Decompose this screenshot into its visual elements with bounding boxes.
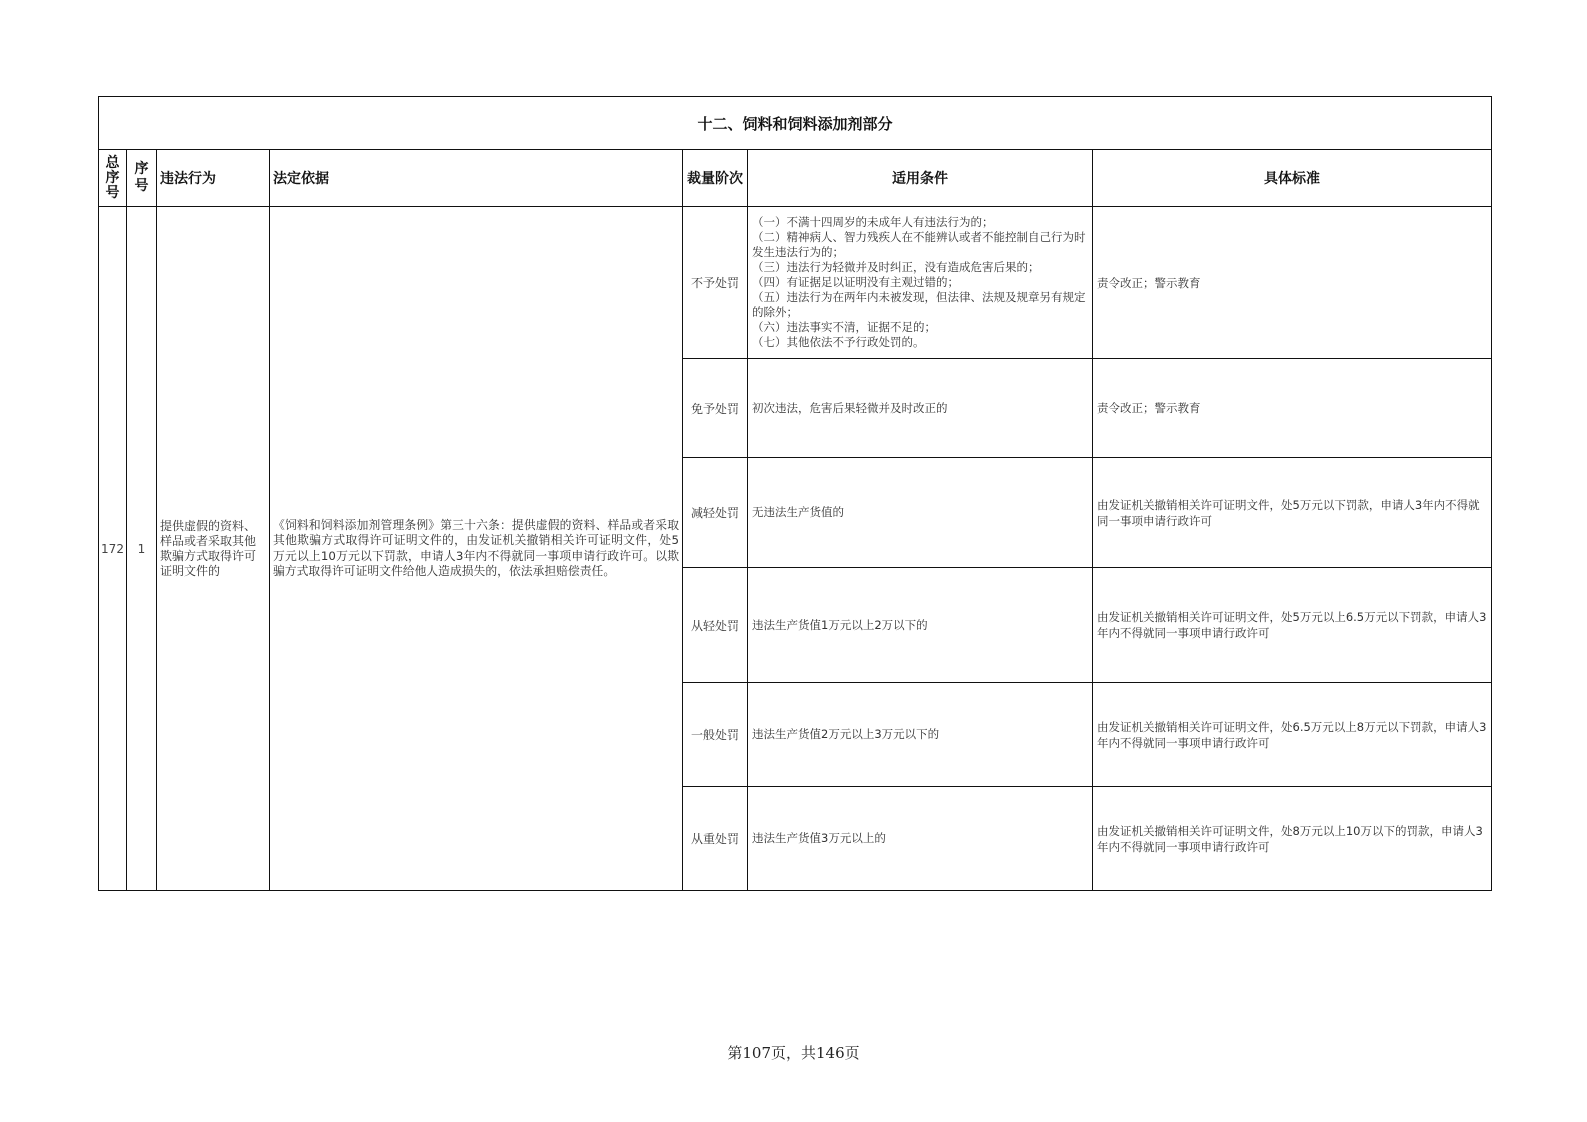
seq-no-cell: 1	[127, 207, 157, 891]
legal-basis-cell: 《饲料和饲料添加剂管理条例》第三十六条：提供虚假的资料、样品或者采取其他欺骗方式取得许可证明文件的，由发证机关撤销相关许可证明文件，处5万元以上10万元以下罚款，申请人3年内不得就同一事项申请行政许可。以欺骗方式取得许可证明文件给他人造成损失的，依法承担赔偿责任。	[270, 207, 683, 891]
violation-cell: 提供虚假的资料、样品或者采取其他欺骗方式取得许可证明文件的	[157, 207, 270, 891]
condition-cell: 违法生产货值3万元以上的	[748, 787, 1093, 891]
level-cell: 不予处罚	[683, 207, 748, 359]
header-seq-no-char: 号	[134, 178, 149, 194]
condition-item: （一）不满十四周岁的未成年人有违法行为的；	[752, 215, 994, 229]
condition-item: （三）违法行为轻微并及时纠正，没有造成危害后果的；	[752, 260, 1040, 274]
standard-cell: 责令改正；警示教育	[1093, 359, 1492, 458]
header-standard: 具体标准	[1093, 150, 1492, 207]
condition-cell	[748, 207, 1093, 359]
level-cell: 从轻处罚	[683, 568, 748, 683]
header-level: 裁量阶次	[683, 150, 748, 207]
header-seq-no	[127, 150, 157, 207]
level-cell: 减轻处罚	[683, 458, 748, 568]
penalty-standard-table	[98, 96, 1492, 891]
header-total-no-char: 序	[105, 169, 120, 186]
condition-cell: 违法生产货值1万元以上2万以下的	[748, 568, 1093, 683]
condition-item: （二）精神病人、智力残疾人在不能辨认或者不能控制自己行为时发生违法行为的；	[752, 230, 1086, 259]
header-violation: 违法行为	[157, 150, 270, 207]
header-total-no-char: 号	[105, 184, 120, 201]
section-title-row	[99, 97, 1492, 150]
condition-cell: 违法生产货值2万元以上3万元以下的	[748, 683, 1093, 787]
standard-cell: 由发证机关撤销相关许可证明文件，处6.5万元以上8万元以下罚款，申请人3年内不得就同一事项申请行政许可	[1093, 683, 1492, 787]
condition-cell: 初次违法，危害后果轻微并及时改正的	[748, 359, 1093, 458]
section-title: 十二、饲料和饲料添加剂部分	[99, 97, 1492, 150]
header-condition: 适用条件	[748, 150, 1093, 207]
page-footer: 第107页，共146页	[727, 1044, 860, 1062]
header-legal-basis: 法定依据	[270, 150, 683, 207]
condition-item: （六）违法事实不清，证据不足的；	[752, 320, 936, 334]
standard-cell: 由发证机关撤销相关许可证明文件，处8万元以上10万以下的罚款，申请人3年内不得就同一事项申请行政许可	[1093, 787, 1492, 891]
table-row	[99, 207, 1492, 359]
header-seq-no-char: 序	[134, 161, 149, 177]
level-cell: 免予处罚	[683, 359, 748, 458]
standard-cell: 责令改正；警示教育	[1093, 207, 1492, 359]
condition-cell: 无违法生产货值的	[748, 458, 1093, 568]
condition-item: （七）其他依法不予行政处罚的。	[752, 335, 925, 349]
total-no-cell: 172	[99, 207, 127, 891]
header-total-no	[99, 150, 127, 207]
level-cell: 一般处罚	[683, 683, 748, 787]
condition-item: （四）有证据足以证明没有主观过错的；	[752, 275, 959, 289]
header-total-no-char: 总	[105, 154, 120, 171]
standard-cell: 由发证机关撤销相关许可证明文件，处5万元以上6.5万元以下罚款，申请人3年内不得就同一事项申请行政许可	[1093, 568, 1492, 683]
condition-list	[752, 215, 1088, 350]
header-row	[99, 150, 1492, 207]
level-cell: 从重处罚	[683, 787, 748, 891]
condition-item: （五）违法行为在两年内未被发现，但法律、法规及规章另有规定的除外；	[752, 290, 1086, 319]
standard-cell: 由发证机关撤销相关许可证明文件，处5万元以下罚款，申请人3年内不得就同一事项申请行政许可	[1093, 458, 1492, 568]
